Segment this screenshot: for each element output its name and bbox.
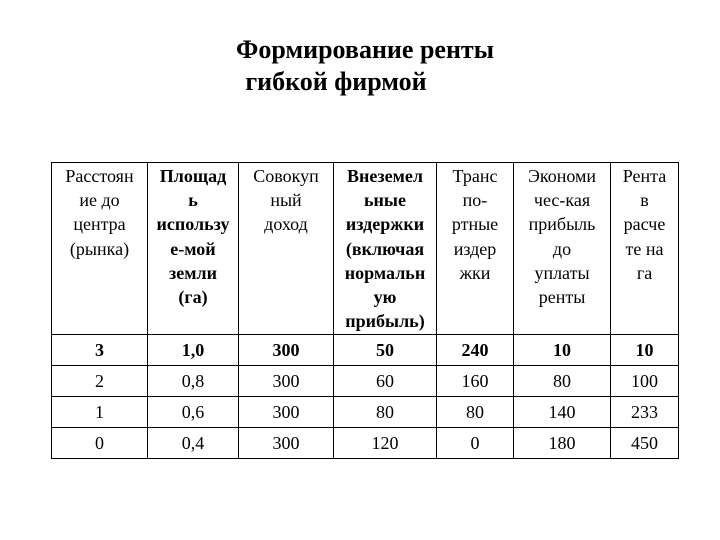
table-cell: 80 bbox=[514, 366, 611, 397]
table-cell: 120 bbox=[334, 428, 437, 459]
table-cell: 80 bbox=[437, 397, 514, 428]
header-line: уплаты bbox=[534, 262, 590, 283]
header-line: ный bbox=[270, 190, 302, 211]
header-line: доход bbox=[264, 214, 308, 235]
header-line: ие до bbox=[79, 190, 120, 211]
table-cell: 300 bbox=[239, 397, 334, 428]
header-line: (включая bbox=[345, 238, 425, 259]
table-cell: 300 bbox=[239, 366, 334, 397]
header-line: ренты bbox=[538, 287, 586, 308]
header-row bbox=[52, 163, 679, 335]
table-cell: 300 bbox=[239, 428, 334, 459]
table-cell: 0,4 bbox=[148, 428, 239, 459]
header-line: ьные bbox=[364, 190, 406, 211]
header-line: использу bbox=[156, 214, 230, 235]
header-line: Экономи bbox=[527, 166, 597, 186]
header-line: прибыль bbox=[528, 214, 596, 235]
header-cell bbox=[52, 163, 148, 335]
header-line: Транс bbox=[452, 166, 498, 186]
table-cell: 240 bbox=[437, 335, 514, 366]
header-line: Совокуп bbox=[253, 166, 319, 186]
table-cell: 3 bbox=[52, 335, 148, 366]
header-line: центра bbox=[73, 214, 126, 235]
title-line-2: гибкой фирмой bbox=[245, 67, 427, 96]
table-cell: 140 bbox=[514, 397, 611, 428]
title-line-1: Формирование ренты bbox=[236, 35, 494, 64]
header-cell bbox=[514, 163, 611, 335]
header-line: издер bbox=[453, 238, 497, 259]
header-line: по- bbox=[462, 190, 488, 211]
header-line: земли bbox=[169, 262, 217, 283]
header-line: прибыль) bbox=[345, 311, 425, 332]
table-cell: 100 bbox=[611, 366, 679, 397]
header-line: (рынка) bbox=[69, 238, 130, 259]
table-cell: 160 bbox=[437, 366, 514, 397]
table-cell: 80 bbox=[334, 397, 437, 428]
header-cell bbox=[437, 163, 514, 335]
table-cell: 60 bbox=[334, 366, 437, 397]
table-cell: 180 bbox=[514, 428, 611, 459]
table-cell: 50 bbox=[334, 335, 437, 366]
table-cell: 10 bbox=[514, 335, 611, 366]
table-cell: 300 bbox=[239, 335, 334, 366]
table-cell: 10 bbox=[611, 335, 679, 366]
header-line: га bbox=[636, 262, 653, 283]
table-cell: 2 bbox=[52, 366, 148, 397]
table-cell: 0 bbox=[52, 428, 148, 459]
header-line: до bbox=[552, 238, 572, 259]
table-cell: 1 bbox=[52, 397, 148, 428]
table-row bbox=[52, 397, 679, 428]
header-line: те на bbox=[625, 238, 664, 259]
table-cell: 0,6 bbox=[148, 397, 239, 428]
header-line: в bbox=[640, 190, 649, 211]
table-cell: 0,8 bbox=[148, 366, 239, 397]
slide-title bbox=[0, 34, 720, 98]
table-row bbox=[52, 335, 679, 366]
header-line: Расстоян bbox=[65, 166, 134, 186]
header-line: ь bbox=[188, 190, 198, 211]
header-line: чес-кая bbox=[533, 190, 591, 211]
header-line: издержки bbox=[345, 214, 425, 235]
header-line: Внеземел bbox=[347, 166, 423, 186]
table-cell: 1,0 bbox=[148, 335, 239, 366]
header-line: ртные bbox=[451, 214, 499, 235]
table-cell: 450 bbox=[611, 428, 679, 459]
header-cell bbox=[239, 163, 334, 335]
header-line: расче bbox=[623, 214, 666, 235]
header-line: (га) bbox=[178, 287, 208, 308]
table-row bbox=[52, 428, 679, 459]
header-line: Площад bbox=[159, 166, 227, 186]
table-row bbox=[52, 366, 679, 397]
header-cell bbox=[334, 163, 437, 335]
header-line: Рента bbox=[622, 166, 667, 186]
table-cell: 233 bbox=[611, 397, 679, 428]
header-line: жки bbox=[459, 262, 491, 283]
table-cell: 0 bbox=[437, 428, 514, 459]
rent-table bbox=[51, 162, 679, 459]
header-line: е-мой bbox=[170, 238, 216, 259]
header-line: ую bbox=[373, 287, 397, 308]
header-line: нормальн bbox=[344, 262, 426, 283]
header-cell bbox=[611, 163, 679, 335]
header-cell bbox=[148, 163, 239, 335]
